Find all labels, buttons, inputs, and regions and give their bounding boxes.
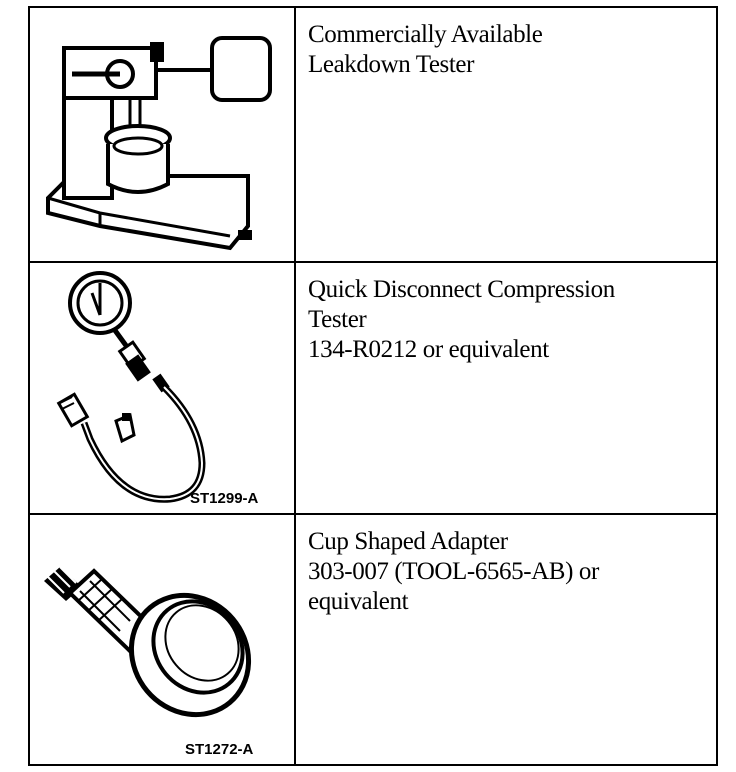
tool-illustration-cell bbox=[30, 263, 296, 513]
tool-row-cup-shaped-adapter bbox=[30, 515, 716, 764]
tool-row-leakdown-tester bbox=[30, 8, 716, 263]
tool-description bbox=[308, 275, 706, 365]
tool-description bbox=[308, 527, 706, 617]
tool-part-number: equivalent bbox=[308, 588, 409, 615]
tool-illustration-cell bbox=[30, 515, 296, 764]
tool-name: Leakdown Tester bbox=[308, 51, 475, 78]
tool-illustration-cell bbox=[30, 8, 296, 261]
figure-label: ST1272-A bbox=[185, 741, 254, 758]
tool-name: Commercially Available bbox=[308, 21, 543, 48]
figure-label: ST1299-A bbox=[190, 490, 259, 507]
tool-name: Tester bbox=[308, 306, 367, 333]
tool-table bbox=[28, 6, 718, 766]
leakdown-tester-illustration bbox=[30, 8, 292, 258]
tool-part-number: 303-007 (TOOL-6565-AB) or bbox=[308, 558, 599, 585]
tool-name: Cup Shaped Adapter bbox=[308, 528, 508, 555]
compression-tester-illustration bbox=[30, 263, 292, 511]
cup-adapter-illustration bbox=[30, 515, 292, 761]
tool-name: Quick Disconnect Compression bbox=[308, 276, 615, 303]
tool-description bbox=[308, 20, 706, 80]
tool-part-number: 134-R0212 or equivalent bbox=[308, 336, 549, 363]
tool-row-compression-tester bbox=[30, 263, 716, 515]
